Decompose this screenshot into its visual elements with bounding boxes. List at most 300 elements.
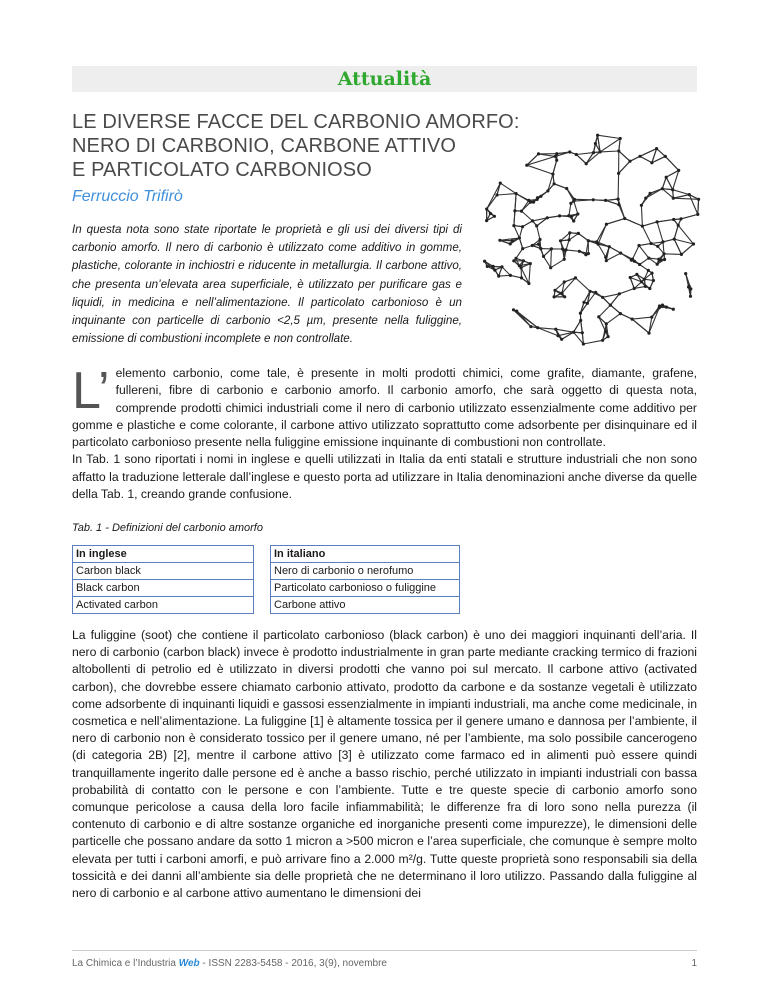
network-atom (688, 285, 691, 288)
intro-paragraph-1: elemento carbonio, come tale, è presente in molti prodotti chimici, come grafite, diamante, grafene, fullereni, fibre di carbonio e carbonio amorfo. Il carbonio amorfo, che sarà oggetto di questa nota, comprende prodotti chimici industriali come il nero di carbonio utilizzato essenzialmente come additivo per gomme e plastiche e come colorante, il carbone attivo utilizzato soprattutto come adsorbente per disinquinare ed il particolato carbonioso presente nella fuliggine emissione inquinante di combustioni non controllate. (72, 366, 697, 450)
network-atom (677, 169, 680, 172)
network-bond (632, 317, 652, 319)
network-atom (535, 224, 538, 227)
network-atom (573, 198, 576, 201)
network-atom (638, 155, 641, 158)
network-atom (568, 150, 571, 153)
network-atom (550, 247, 553, 250)
network-bond (600, 151, 619, 152)
network-atom (485, 219, 488, 222)
network-atom (485, 207, 488, 210)
network-bond (523, 221, 533, 227)
network-bond (527, 165, 553, 174)
network-bond (609, 247, 620, 253)
network-bond (646, 189, 663, 198)
network-atom (644, 285, 647, 288)
network-atom (641, 225, 644, 228)
network-bond (689, 195, 698, 215)
network-atom (527, 282, 530, 285)
network-atom (563, 258, 566, 261)
table-row (73, 597, 460, 614)
network-bond (674, 239, 681, 254)
network-atom (605, 259, 608, 262)
section-header (72, 66, 697, 92)
abstract: In questa nota sono state riportate le proprietà e gli usi dei diversi tipi di carbonio amorfo. Il nero di carbonio è utilizzato come additivo in gomme, plastiche, colorante in inchiostri e riducente in metallurgia. Il carbone attivo, che presenta un’elevata area superficiale, è utilizzato per purificare gas e liquidi, in medicina e nell’alimentazione. Il particolato carbonioso è un inquinante con particelle di carbonio <2,5 µm, presente nella fuliggine, emissione di combustioni incomplete e non controllate. (72, 223, 462, 346)
network-atom (493, 269, 496, 272)
network-atom (567, 214, 570, 217)
network-atom (581, 331, 584, 334)
network-atom (493, 215, 496, 218)
network-bond (673, 198, 698, 199)
network-atom (483, 260, 486, 263)
network-bond (510, 275, 521, 278)
network-atom (617, 172, 620, 175)
network-atom (617, 203, 620, 206)
network-atom (560, 292, 563, 295)
network-atom (529, 325, 532, 328)
network-atom (619, 252, 622, 255)
network-atom (671, 188, 674, 191)
network-atom (605, 322, 608, 325)
network-bond (610, 305, 620, 314)
network-atom (688, 193, 691, 196)
network-bond (522, 200, 529, 211)
network-atom (661, 187, 664, 190)
network-atom (559, 239, 562, 242)
network-bond (554, 184, 567, 189)
network-bond (515, 194, 516, 211)
network-bond (574, 201, 578, 214)
network-bond (516, 249, 523, 259)
network-bond (574, 200, 593, 201)
footer-citation (72, 958, 387, 969)
network-atom (604, 256, 607, 259)
network-bond (519, 227, 522, 238)
network-bond (640, 156, 652, 162)
network-bond (544, 256, 551, 267)
network-atom (640, 204, 643, 207)
network-atom (568, 231, 571, 234)
network-atom (665, 306, 668, 309)
network-atom (664, 155, 667, 158)
network-atom (679, 217, 682, 220)
network-bond (569, 233, 578, 240)
network-atom (585, 162, 588, 165)
network-atom (592, 198, 595, 201)
network-bond (642, 222, 657, 226)
network-atom (672, 218, 675, 221)
network-atom (511, 239, 514, 242)
network-atom (499, 182, 502, 185)
network-atom (536, 326, 539, 329)
network-atom (512, 224, 515, 227)
table-caption: Tab. 1 - Definizioni del carbonio amorfo (72, 522, 263, 534)
network-bond (487, 195, 497, 209)
network-bond (625, 219, 643, 227)
table-header-row (73, 546, 460, 563)
network-bond (619, 139, 620, 152)
network-atom (631, 258, 634, 261)
network-atom (652, 279, 655, 282)
network-atom (623, 217, 626, 220)
network-atom (650, 272, 653, 275)
network-bond (662, 177, 666, 189)
network-bond (642, 226, 651, 243)
network-bond (657, 222, 663, 242)
intro-paragraph-2: In Tab. 1 sono riportati i nomi in inglese e quelli utilizzati in Italia da enti statali e strutture industriali che non sono affatto la traduzione letterale dall’inglese e questo porta ad utilizzare in Italia denominazioni anche diverse da quelle della Tab. 1, creando grande confusione. (72, 452, 697, 502)
network-atom (661, 240, 664, 243)
network-atom (633, 287, 636, 290)
network-bond (618, 173, 619, 199)
network-bond (603, 297, 611, 305)
network-atom (565, 187, 568, 190)
network-atom (498, 239, 501, 242)
network-atom (577, 232, 580, 235)
network-atom (649, 242, 652, 245)
network-bond (487, 183, 501, 209)
network-atom (551, 173, 554, 176)
network-atom (617, 149, 620, 152)
network-atom (599, 150, 602, 153)
network-bond (639, 246, 649, 259)
network-atom (604, 330, 607, 333)
network-atom (609, 304, 612, 307)
network-bond (606, 314, 620, 324)
footer-divider (72, 950, 697, 951)
network-bond (633, 246, 640, 260)
network-atom (605, 223, 608, 226)
network-bond (514, 211, 515, 226)
table-gap (254, 563, 271, 580)
network-bond (576, 155, 586, 164)
network-bond (499, 275, 511, 276)
network-atom (509, 242, 512, 245)
network-bond (674, 225, 678, 239)
network-bond (681, 244, 693, 254)
network-bond (673, 190, 690, 195)
network-atom (696, 213, 699, 216)
network-atom (656, 263, 659, 266)
network-atom (697, 198, 700, 201)
network-atom (497, 275, 500, 278)
title-line-1: LE DIVERSE FACCE DEL CARBONIO AMORFO: (72, 111, 520, 133)
network-atom (515, 310, 518, 313)
network-atom (648, 287, 651, 290)
footer-web-label: Web (178, 958, 200, 969)
network-bond (619, 151, 630, 161)
network-atom (650, 161, 653, 164)
network-atom (553, 295, 556, 298)
footer-details: - ISSN 2283-5458 - 2016, 3(9), novembre (199, 958, 387, 969)
drop-cap: L’ (72, 362, 110, 420)
network-bond (681, 214, 698, 219)
network-bond (553, 160, 557, 174)
network-atom (531, 219, 534, 222)
network-bond (551, 259, 565, 267)
network-bond (598, 224, 606, 244)
title-line-2: NERO DI CARBONIO, CARBONE ATTIVO (72, 135, 456, 157)
network-atom (522, 259, 525, 262)
network-atom (596, 134, 599, 137)
network-atom (576, 212, 579, 215)
network-atom (604, 199, 607, 202)
section-label: Attualità (337, 68, 432, 90)
network-atom (631, 318, 634, 321)
network-bond (663, 239, 674, 242)
network-atom (554, 155, 557, 158)
network-atom (647, 257, 650, 260)
network-bond (657, 149, 666, 157)
network-atom (672, 308, 675, 311)
network-bond (502, 267, 510, 276)
network-bond (619, 161, 630, 173)
footer-journal: La Chimica e l’Industria (72, 958, 179, 969)
network-atom (512, 308, 515, 311)
network-atom (554, 328, 557, 331)
network-bond (641, 205, 642, 226)
network-atom (520, 266, 523, 269)
network-atom (542, 255, 545, 258)
network-atom (608, 245, 611, 248)
network-atom (638, 263, 641, 266)
network-atom (553, 289, 556, 292)
network-atom (619, 137, 622, 140)
network-bond (619, 205, 625, 219)
table-gap (254, 546, 271, 563)
network-atom (619, 312, 622, 315)
network-atom (579, 312, 582, 315)
network-atom (555, 152, 558, 155)
network-atom (689, 295, 692, 298)
network-atom (657, 258, 660, 261)
network-atom (673, 238, 676, 241)
title-line-3: E PARTICOLATO CARBONIOSO (72, 159, 372, 181)
network-atom (546, 216, 549, 219)
network-atom (589, 290, 592, 293)
network-atom (663, 258, 666, 261)
network-bond (500, 183, 516, 194)
network-bond (569, 203, 571, 215)
network-atom (628, 160, 631, 163)
network-bond (620, 314, 632, 320)
network-bond (537, 226, 540, 240)
network-bond (600, 139, 620, 152)
network-bond (514, 226, 520, 238)
network-bond (522, 211, 533, 221)
network-bond (606, 219, 624, 225)
network-atom (525, 164, 528, 167)
table-cell: Carbon black (73, 563, 254, 580)
network-atom (658, 304, 661, 307)
network-atom (514, 257, 517, 260)
network-atom (643, 278, 646, 281)
body-paragraph: La fuliggine (soot) che contiene il particolato carbonioso (black carbon) è uno dei maggiori inquinanti dell’aria. Il nero di carbonio (carbon black) invece è prodotto industrialmente in gran parte mediante cracking termico di frazioni altobollenti di petrolio ed è utilizzato in diversi prodotti che vanno poi sul mercato. Il carbone attivo (activated carbon), che dovrebbe essere chiamato carbonio attivato, prodotto da carbone e da sostanze vegetali è utilizzato come adsorbente di inquinanti liquidi e gassosi essenzialmente in impianti industriali, ma anche come medicinale, in cosmetica e nell’alimentazione. La fuliggine [1] è altamente tossica per il genere umano e dannosa per l’ambiente, il nero di carbonio non è considerato tossico per il genere umano, né per l’ambiente, ma solo possibile cancerogeno (di categoria 2B) [2], mentre il carbone attivo [3] è utilizzato come farmaco ed in alimenti può essere quindi tranquillamente ingerito dalle persone ed è anche a basso rischio, perché utilizzato in impianti industriali con bassa probabilità di contatto con le persone e con l’ambiente. Tutte e tre queste specie di carbonio amorfo sono comunque pericolose a causa della loro facile infiammabilità; le differenze fra di loro sono nella purezza (il contenuto di carbonio e di altre sostanze organiche ed inorganiche presenti come impurezze), le dimensioni delle particelle che possano andare da sotto 1 micron a >500 micron e l’area superficiale, che comunque è sempre molto elevata per tutti i carboni amorfi, e può arrivare fino a 2.000 m²/g. Tutte queste proprietà sono responsabili sia della tossicità e dei danni all’ambiente sia delle proprietà che ne determinano il loro utilizzo. Passando dalla fuliggine al nero di carbonio e al carbone attivo aumentano le dimensioni dei (72, 628, 697, 901)
network-atom (555, 159, 558, 162)
network-atom (513, 209, 516, 212)
table-gap (254, 597, 271, 614)
network-bond (544, 249, 552, 257)
network-atom (647, 269, 650, 272)
network-atom (558, 214, 561, 217)
network-bond (599, 305, 611, 317)
network-atom (563, 295, 566, 298)
network-atom (594, 291, 597, 294)
network-bond (606, 253, 620, 261)
network-atom (520, 210, 523, 213)
network-bond (566, 250, 579, 251)
table-cell: Particolato carbonioso o fuliggine (271, 580, 460, 597)
network-atom (607, 335, 610, 338)
network-bond (593, 200, 605, 201)
network-atom (586, 302, 589, 305)
network-bond (598, 135, 621, 138)
network-atom (569, 202, 572, 205)
network-atom (537, 243, 540, 246)
network-atom (637, 244, 640, 247)
network-atom (518, 236, 521, 239)
network-atom (538, 238, 541, 241)
network-atom (579, 319, 582, 322)
network-atom (486, 265, 489, 268)
network-atom (618, 292, 621, 295)
network-bond (599, 317, 606, 332)
table-row (73, 563, 460, 580)
network-atom (572, 219, 575, 222)
network-bond (649, 308, 659, 334)
network-bond (517, 311, 538, 328)
network-atom (539, 195, 542, 198)
network-bond (581, 321, 583, 333)
network-atom (527, 199, 530, 202)
network-atom (536, 198, 539, 201)
network-atom (521, 225, 524, 228)
network-atom (650, 316, 653, 319)
network-bond (583, 340, 602, 344)
network-atom (656, 220, 659, 223)
network-bond (538, 191, 548, 198)
network-bond (556, 329, 574, 332)
network-atom (560, 338, 563, 341)
network-bond (567, 189, 575, 200)
network-atom (568, 238, 571, 241)
network-atom (563, 280, 566, 283)
table-row (73, 580, 460, 597)
network-atom (562, 249, 565, 252)
network-bond (630, 156, 640, 161)
network-bond (664, 254, 681, 255)
network-bond (519, 238, 522, 249)
table-gap (254, 580, 271, 597)
network-atom (689, 287, 692, 290)
network-bond (657, 220, 674, 222)
network-atom (594, 142, 597, 145)
network-bond (576, 153, 593, 155)
network-bond (666, 177, 673, 190)
amorphous-carbon-network-image (470, 124, 710, 354)
network-atom (546, 189, 549, 192)
network-bond (665, 156, 678, 170)
network-atom (635, 273, 638, 276)
network-atom (640, 280, 643, 283)
network-atom (537, 152, 540, 155)
table-cell: Carbone attivo (271, 597, 460, 614)
network-atom (521, 247, 524, 250)
network-atom (601, 296, 604, 299)
network-atom (549, 266, 552, 269)
network-atom (512, 259, 515, 262)
network-atom (692, 242, 695, 245)
network-atom (649, 192, 652, 195)
network-atom (529, 262, 532, 265)
network-bond (640, 258, 649, 264)
network-atom (617, 198, 620, 201)
table-cell: Nero di carbonio o nerofumo (271, 563, 460, 580)
network-bond (578, 233, 588, 240)
intro-text (72, 362, 697, 503)
network-atom (647, 332, 650, 335)
network-atom (572, 331, 575, 334)
network-atom (531, 244, 534, 247)
network-bond (574, 321, 581, 333)
network-bond (632, 319, 649, 333)
network-atom (592, 151, 595, 154)
network-atom (601, 339, 604, 342)
author-name: Ferruccio Trifirò (72, 188, 183, 205)
network-atom (532, 201, 535, 204)
network-bond (619, 289, 634, 294)
network-atom (509, 274, 512, 277)
network-atom (656, 245, 659, 248)
network-bond (673, 195, 689, 199)
network-atom (661, 304, 664, 307)
network-atom (644, 197, 647, 200)
network-atom (672, 197, 675, 200)
network-bond (621, 253, 633, 259)
network-atom (582, 342, 585, 345)
table-cell: Activated carbon (73, 597, 254, 614)
network-atom (489, 212, 492, 215)
table-cell: Black carbon (73, 580, 254, 597)
network-atom (655, 147, 658, 150)
network-atom (500, 265, 503, 268)
network-atom (662, 252, 665, 255)
network-atom (557, 334, 560, 337)
network-atom (574, 276, 577, 279)
network-atom (539, 247, 542, 250)
definitions-table (72, 545, 460, 614)
network-atom (665, 176, 668, 179)
page-number: 1 (691, 958, 697, 969)
network-atom (584, 253, 587, 256)
network-atom (553, 182, 556, 185)
network-atom (684, 272, 687, 275)
network-atom (578, 250, 581, 253)
network-bond (698, 199, 699, 214)
network-bond (606, 199, 619, 200)
network-bond (576, 278, 591, 291)
network-bond (551, 249, 552, 268)
network-bond (547, 216, 559, 218)
network-bond (497, 194, 516, 195)
network-atom (677, 224, 680, 227)
network-atom (515, 192, 518, 195)
network-bond (639, 244, 651, 246)
network-atom (582, 301, 585, 304)
network-atom (587, 239, 590, 242)
table-header-english: In inglese (73, 546, 254, 563)
network-atom (680, 253, 683, 256)
network-atom (495, 193, 498, 196)
